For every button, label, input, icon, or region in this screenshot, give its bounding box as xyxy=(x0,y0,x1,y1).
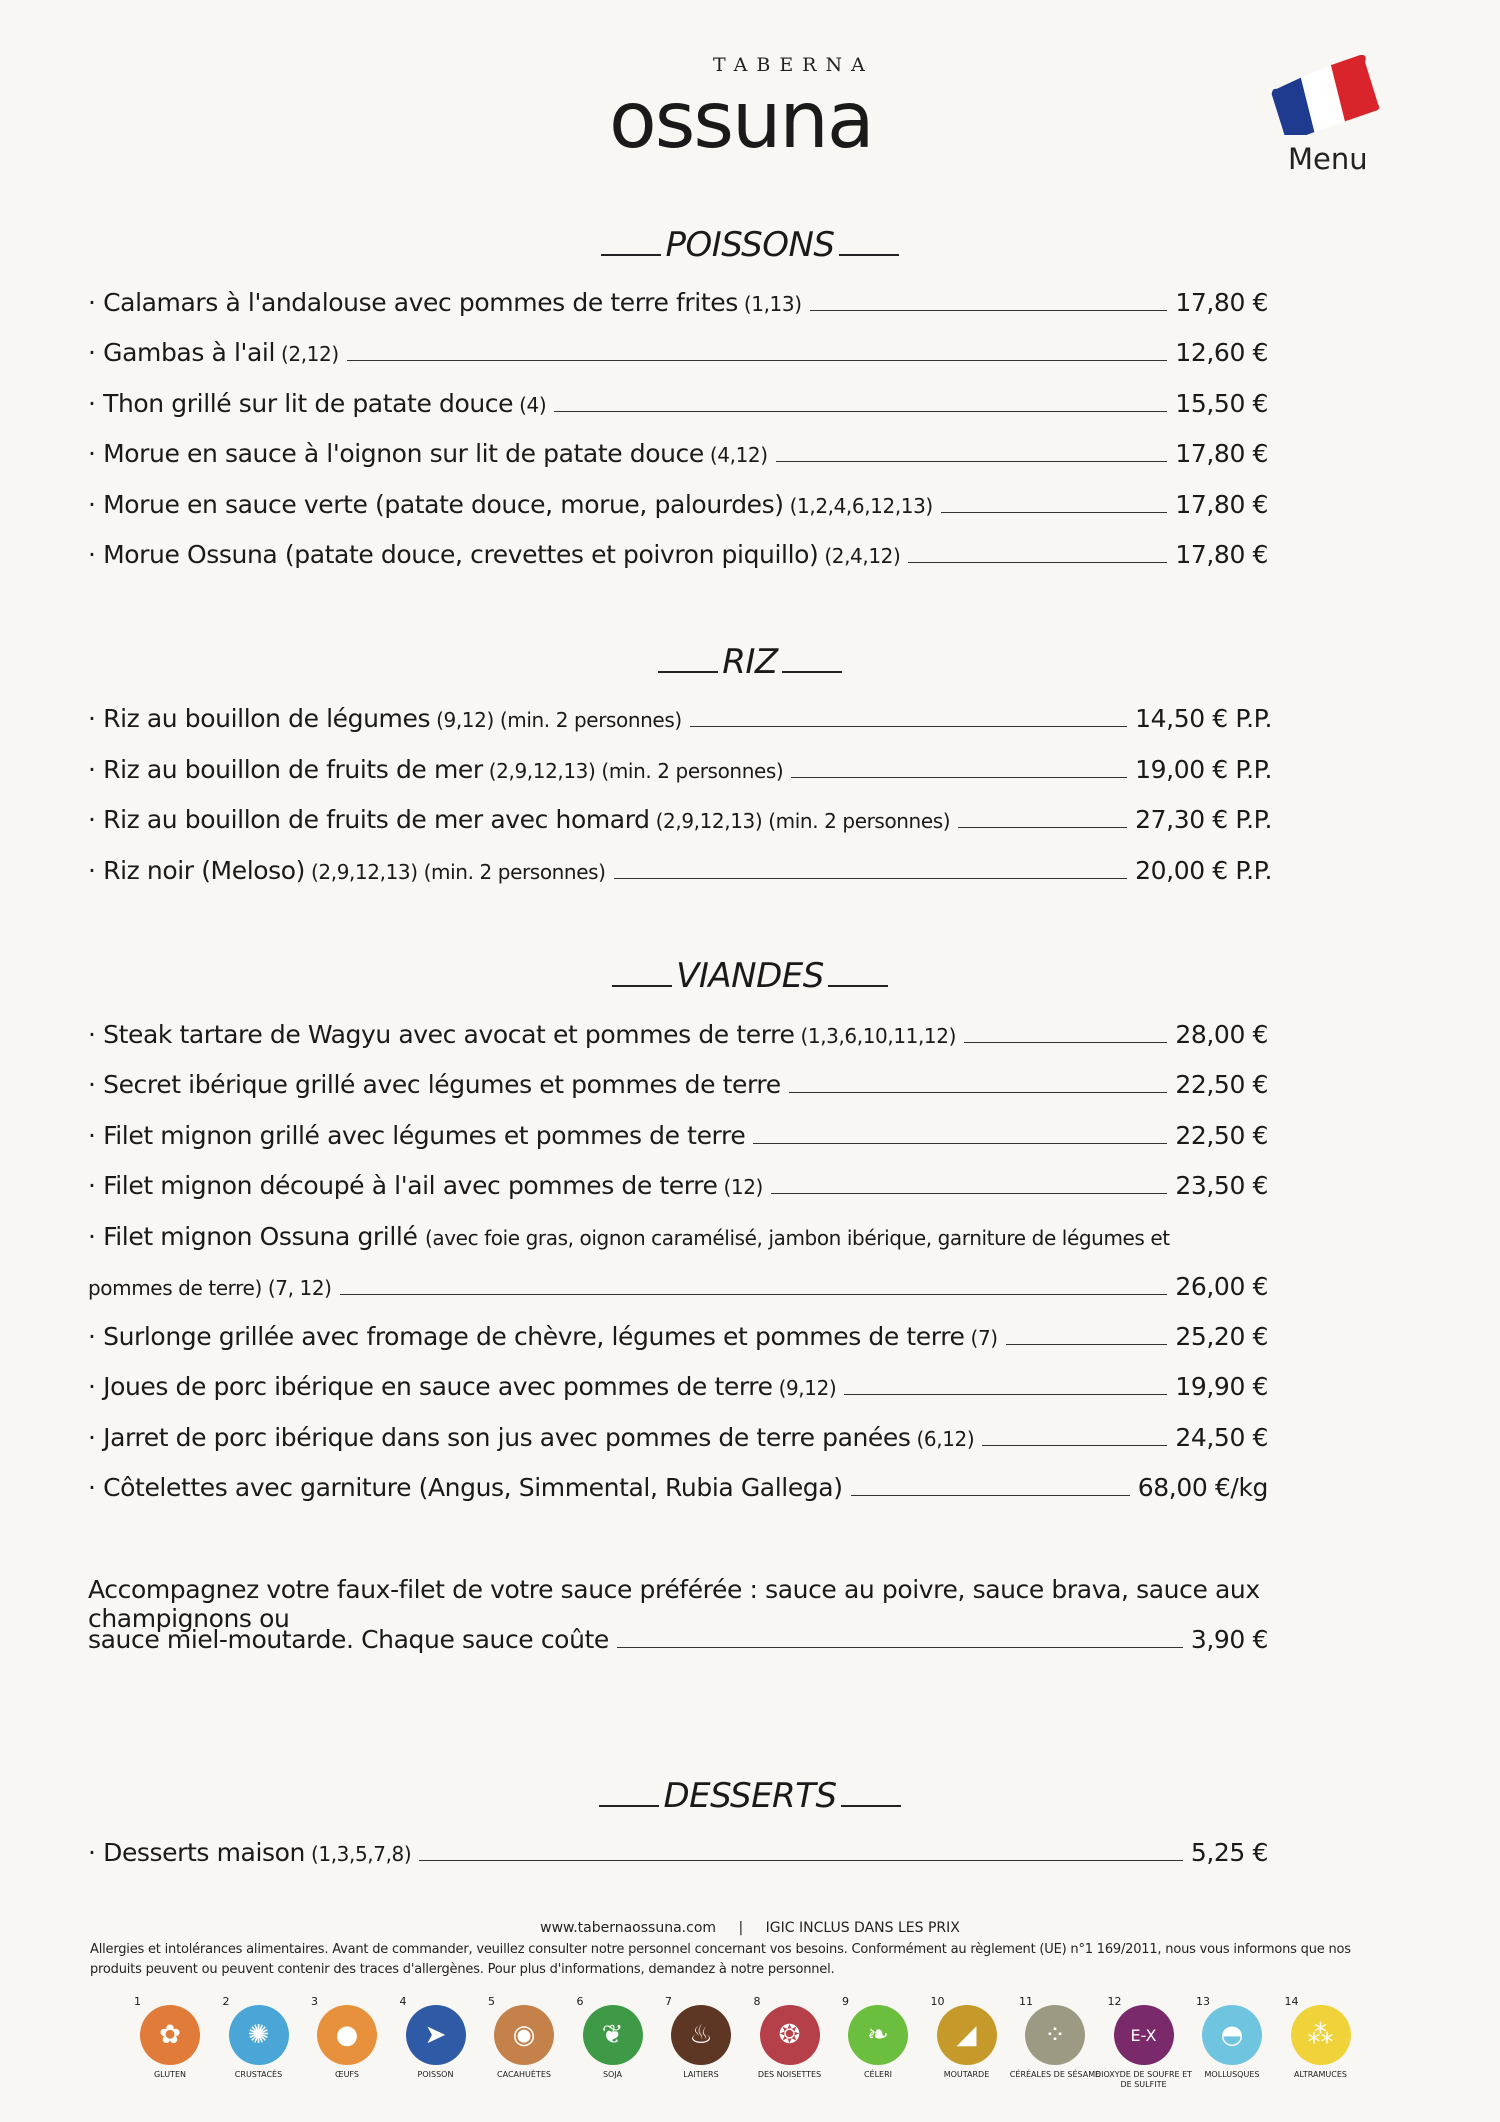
website-link[interactable]: www.tabernaossuna.com xyxy=(540,1920,717,1936)
item-name: · Desserts maison xyxy=(88,1838,305,1867)
eggs-icon: 3 ● ŒUFS xyxy=(307,1995,387,2095)
item-allergens: (2,12) xyxy=(281,342,339,367)
item-allergens: (12) xyxy=(723,1174,763,1199)
item-note: (min. 2 personnes) xyxy=(423,859,606,884)
footer-website-line: www.tabernaossuna.com | IGIC INCLUS DANS LES PRIX xyxy=(540,1920,960,1936)
sulphite-icon: 12 E-X DIOXYDE DE SOUFRE ET DE SULFITE xyxy=(1094,1995,1193,2089)
section-title-viandes: VIANDES xyxy=(0,956,1500,996)
section-title-riz: RIZ xyxy=(0,642,1500,682)
price: 19,00 € P.P. xyxy=(1135,754,1272,784)
item-allergens: (4,12) xyxy=(709,443,768,468)
menu-item xyxy=(88,490,1268,524)
menu-item xyxy=(88,1322,1268,1356)
section-title-desserts: DESSERTS xyxy=(0,1776,1500,1816)
allergy-notice-line1: Allergies et intolérances alimentaires. Avant de commander, veuillez consulter notre personnel concernant vos besoins. Conformément au règlement (UE) n°1 169/2011, nous vous informons que nos xyxy=(90,1942,1351,1957)
item-allergens: (1,13) xyxy=(743,292,802,316)
item-note: (min. 2 personnes) xyxy=(768,809,951,833)
logo-taberna-text: TABERNA xyxy=(713,54,874,76)
price: 26,00 € xyxy=(1175,1272,1268,1301)
peanut-icon: 5 ◉ CACAHUÈTES xyxy=(484,1995,564,2095)
item-allergens: (2,9,12,13) xyxy=(488,758,596,783)
item-name: · Gambas à l'ail xyxy=(88,338,275,368)
item-name: · Riz au bouillon de légumes xyxy=(88,704,431,733)
menu-item xyxy=(88,389,1268,423)
item-allergens: (6,12) xyxy=(916,1426,975,1451)
price: 28,00 € xyxy=(1175,1020,1268,1049)
price: 3,90 € xyxy=(1190,1625,1268,1654)
menu-item xyxy=(88,439,1268,473)
menu-item xyxy=(88,288,1268,322)
nut-icon: 8 ❂ DES NOISETTES xyxy=(753,1995,822,2079)
item-name: · Côtelettes avec garniture (Angus, Simmental, Rubia Gallega) xyxy=(88,1472,843,1502)
menu-item xyxy=(88,1070,1268,1104)
item-allergens: (1,3,6,10,11,12) xyxy=(800,1024,956,1048)
price: 14,50 € P.P. xyxy=(1135,704,1272,733)
item-name: · Filet mignon découpé à l'ail avec pommes de terre xyxy=(88,1170,718,1200)
price: 5,25 € xyxy=(1190,1838,1268,1867)
item-name: · Surlonge grillée avec fromage de chèvre, légumes et pommes de terre xyxy=(88,1322,965,1351)
menu-item xyxy=(88,540,1268,574)
item-name: · Riz noir (Meloso) xyxy=(88,855,306,885)
sesame-icon: 11 ⁘ CÉRÉALES DE SÉSAME xyxy=(1009,1995,1101,2079)
item-name: · Joues de porc ibérique en sauce avec pommes de terre xyxy=(88,1372,773,1402)
item-allergens: (4) xyxy=(519,392,547,417)
item-allergens: (9,12) xyxy=(778,1376,837,1401)
lupin-icon: 14 ⁂ ALTRAMUCES xyxy=(1281,1995,1361,2095)
price: 17,80 € xyxy=(1175,439,1268,469)
item-name: · Morue en sauce verte (patate douce, morue, palourdes) xyxy=(88,489,784,519)
item-name: · Steak tartare de Wagyu avec avocat et pommes de terre xyxy=(88,1020,795,1049)
tax-note: IGIC INCLUS DANS LES PRIX xyxy=(765,1920,960,1936)
menu-item xyxy=(88,1171,1268,1205)
menu-item xyxy=(88,1838,1268,1872)
menu-item xyxy=(88,704,1272,738)
menu-item xyxy=(88,338,1268,372)
wheat-icon: 1 ✿ GLUTEN xyxy=(130,1995,210,2095)
logo-ossuna-text: ossuna xyxy=(609,76,873,166)
menu-item xyxy=(88,1423,1268,1457)
milk-icon: 7 ♨ LAITIERS xyxy=(661,1995,741,2095)
menu-item-filet-ossuna: · Filet mignon Ossuna grillé (avec foie gras, oignon caramélisé, jambon ibérique, garniture de légumes et xyxy=(88,1222,1170,1251)
item-name: · Riz au bouillon de fruits de mer xyxy=(88,754,483,784)
menu-item xyxy=(88,1473,1268,1507)
menu-item xyxy=(88,856,1272,890)
fish-icon: 4 ➤ POISSON xyxy=(396,1995,476,2095)
price: 20,00 € P.P. xyxy=(1135,855,1272,885)
price: 22,50 € xyxy=(1175,1070,1268,1100)
item-allergens: (2,4,12) xyxy=(824,544,901,568)
item-note: (min. 2 personnes) xyxy=(499,708,682,732)
menu-item xyxy=(88,1372,1268,1406)
menu-item xyxy=(88,1121,1268,1155)
item-name: · Jarret de porc ibérique dans son jus avec pommes de terre panées xyxy=(88,1422,911,1452)
item-name: · Secret ibérique grillé avec légumes et pommes de terre xyxy=(88,1070,781,1100)
item-name: · Filet mignon grillé avec légumes et pommes de terre xyxy=(88,1120,746,1150)
item-name: · Calamars à l'andalouse avec pommes de terre frites xyxy=(88,288,738,317)
price: 17,80 € xyxy=(1175,540,1268,569)
price: 22,50 € xyxy=(1175,1120,1268,1150)
price: 12,60 € xyxy=(1175,338,1268,368)
allergy-notice-line2: produits peuvent ou peuvent contenir des traces d'allergènes. Pour plus d'informations, demandez à notre personnel. xyxy=(90,1962,835,1977)
menu-item-filet-ossuna-line2: pommes de terre) (7, 12) 26,00 € xyxy=(88,1272,1268,1301)
item-name: · Thon grillé sur lit de patate douce xyxy=(88,388,514,418)
allergen-icons-row xyxy=(130,1995,1380,2095)
item-name: · Morue en sauce à l'oignon sur lit de patate douce xyxy=(88,439,704,469)
price: 68,00 €/kg xyxy=(1137,1472,1268,1502)
menu-item xyxy=(88,1020,1268,1054)
menu-language-label[interactable]: Menu xyxy=(1288,142,1368,176)
item-note: (min. 2 personnes) xyxy=(601,758,784,783)
price: 23,50 € xyxy=(1175,1170,1268,1200)
item-allergens: (1,2,4,6,12,13) xyxy=(789,493,933,518)
item-name: · Riz au bouillon de fruits de mer avec homard xyxy=(88,805,650,834)
price: 25,20 € xyxy=(1175,1322,1268,1351)
celery-icon: 9 ❧ CÉLERI xyxy=(838,1995,918,2095)
sauce-note-line2: sauce miel-moutarde. Chaque sauce coûte 3,90 € xyxy=(88,1625,1268,1654)
price: 15,50 € xyxy=(1175,388,1268,418)
taberna-ossuna-logo xyxy=(605,42,895,177)
price: 19,90 € xyxy=(1175,1372,1268,1402)
price: 17,80 € xyxy=(1175,489,1268,519)
sauce-note-line1: Accompagnez votre faux-filet de votre sauce préférée : sauce au poivre, sauce brava, sauce aux champignons ou xyxy=(88,1575,1260,1633)
section-title-poissons: POISSONS xyxy=(0,225,1500,265)
item-allergens: (7) xyxy=(970,1326,998,1350)
crab-icon: 2 ✺ CRUSTACÉS xyxy=(219,1995,299,2095)
shell-icon: 13 ◓ MOLLUSQUES xyxy=(1192,1995,1272,2095)
price: 17,80 € xyxy=(1175,288,1268,317)
price: 24,50 € xyxy=(1175,1422,1268,1452)
mustard-icon: 10 ◢ MOUTARDE xyxy=(927,1995,1007,2095)
item-allergens: (2,9,12,13) xyxy=(655,809,763,833)
item-allergens: (1,3,5,7,8) xyxy=(311,1842,412,1866)
menu-item xyxy=(88,805,1272,839)
item-name: · Morue Ossuna (patate douce, crevettes et poivron piquillo) xyxy=(88,540,819,569)
item-allergens: (2,9,12,13) xyxy=(311,859,418,884)
soy-icon: 6 ❦ SOJA xyxy=(573,1995,653,2095)
menu-item xyxy=(88,755,1272,789)
french-flag-icon[interactable] xyxy=(1265,55,1385,135)
item-allergens: (9,12) xyxy=(436,708,494,732)
price: 27,30 € P.P. xyxy=(1135,805,1272,834)
